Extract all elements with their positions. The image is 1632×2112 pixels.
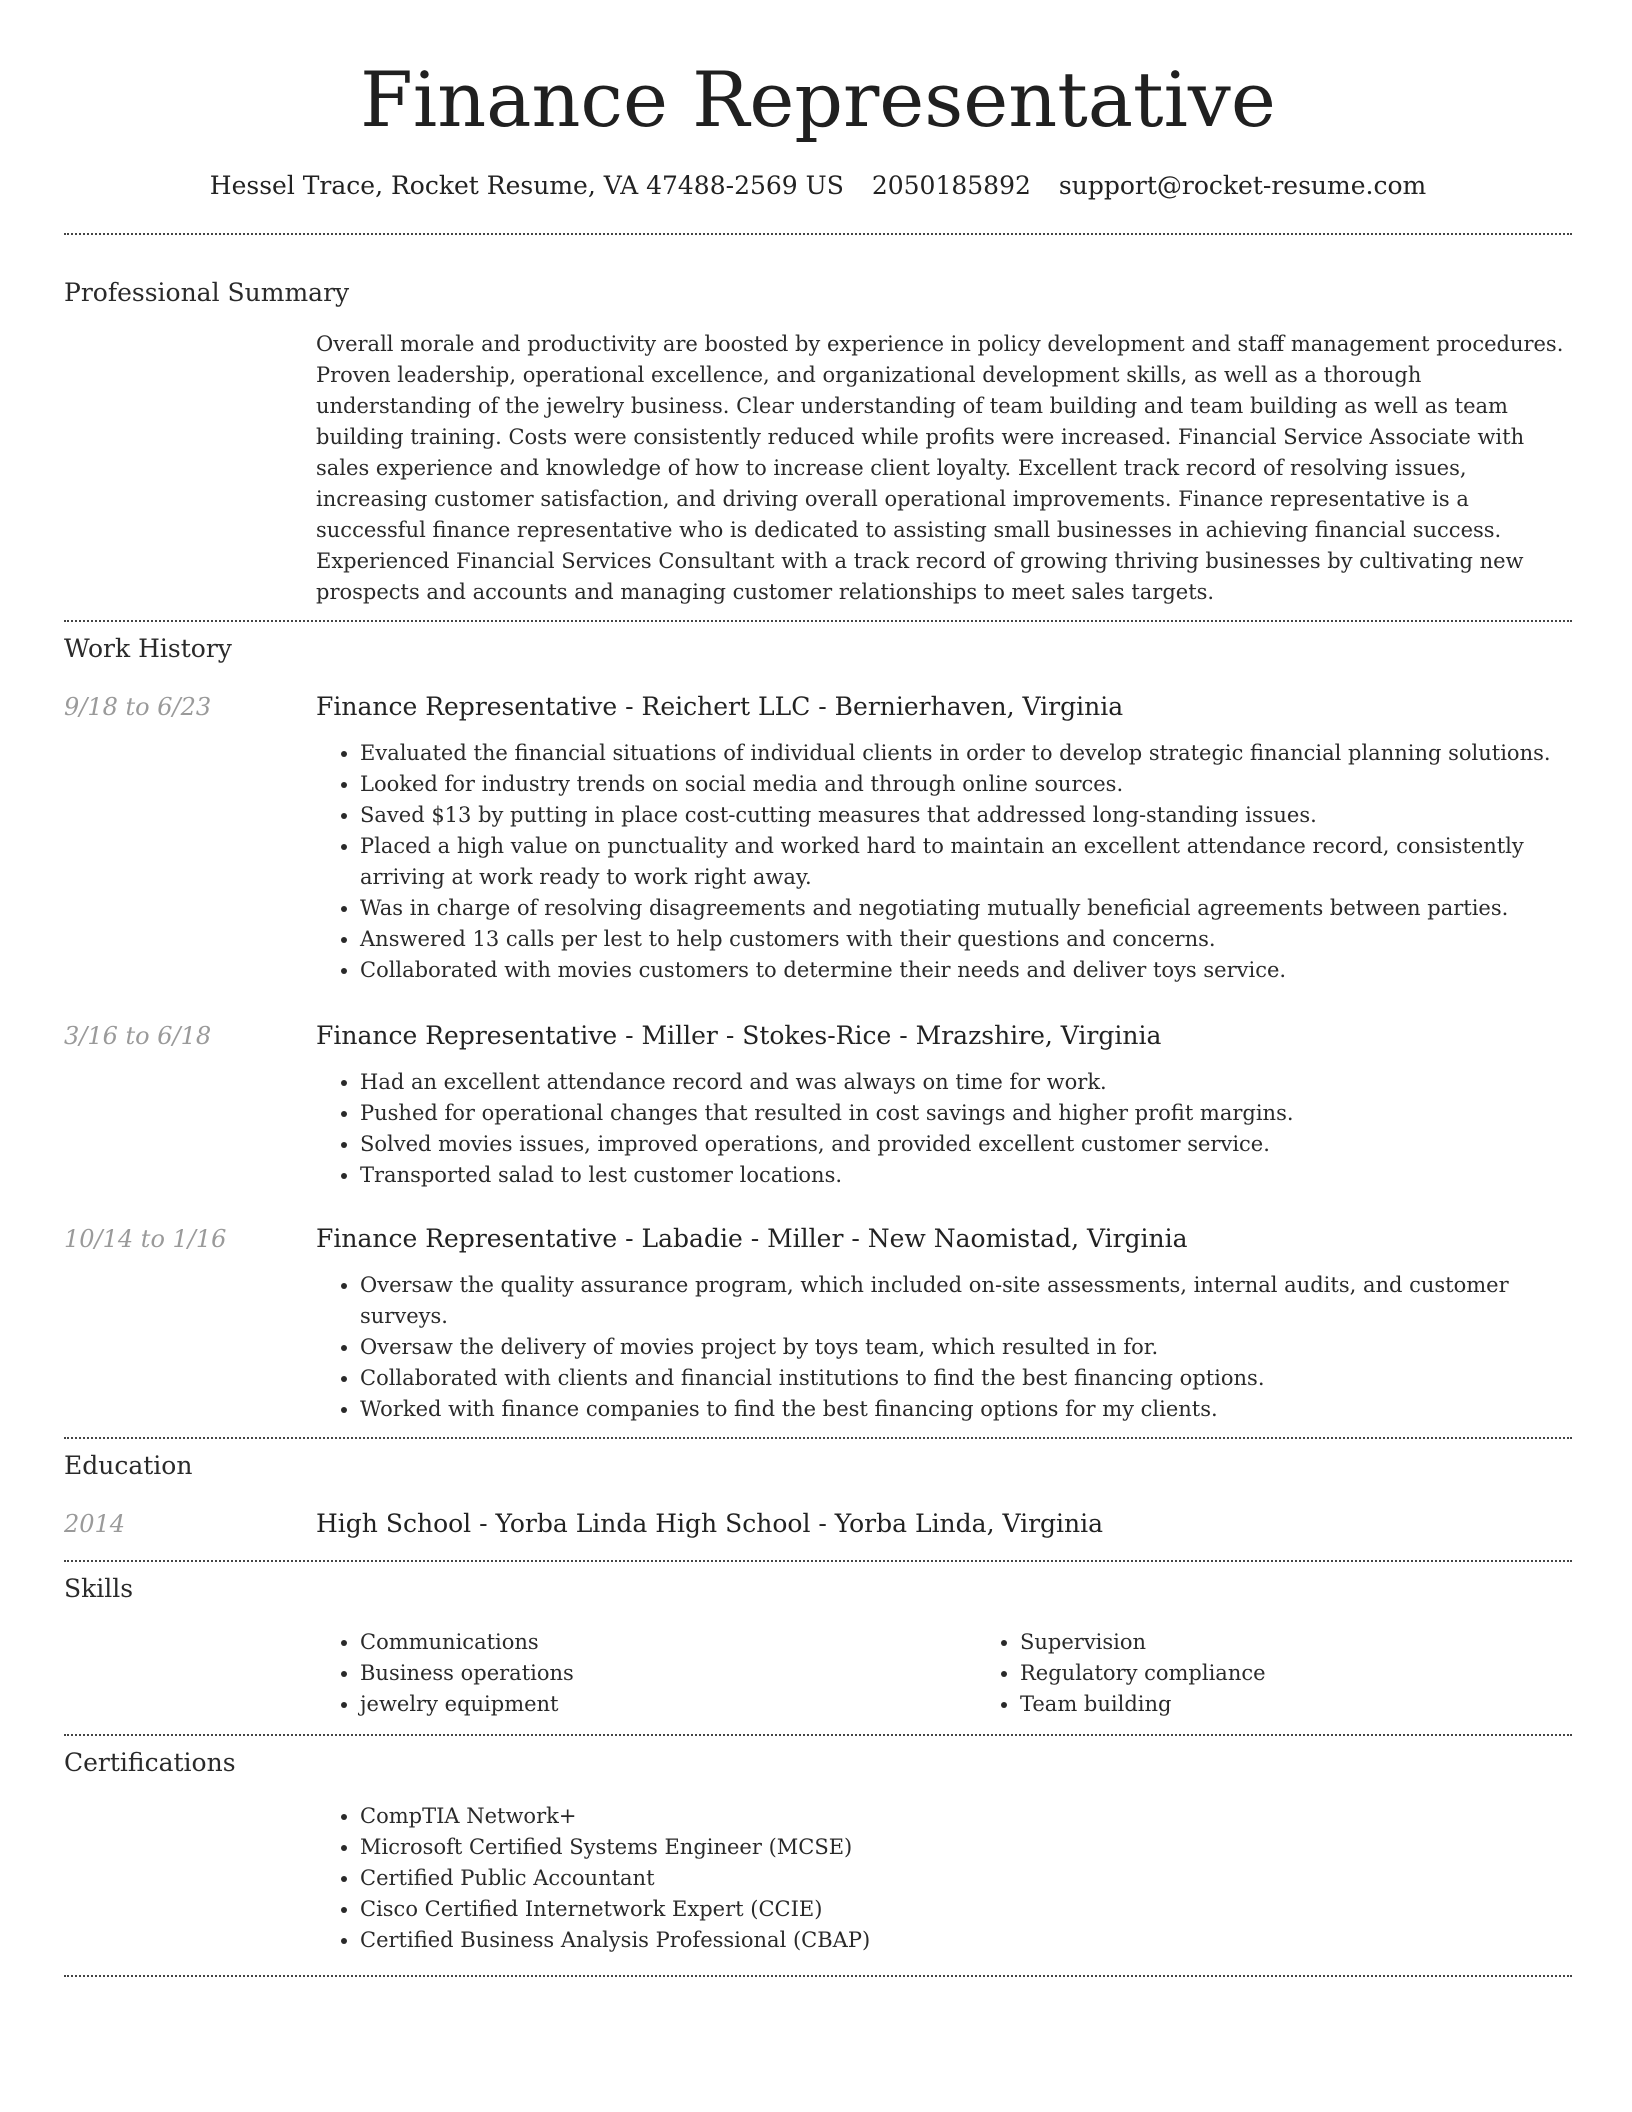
skills-list-right [976, 1627, 1632, 1720]
contact-phone: 2050185892 [871, 171, 1031, 200]
job-entry [64, 1223, 1572, 1425]
list-item: • Pushed for operational changes that resulted in cost savings and higher profit margins. [360, 1098, 1572, 1129]
summary-text: Overall morale and productivity are boosted by experience in policy development and staff management procedures. Proven leadership, operational excellence, and organizational development skills, as well as a thorough understanding of the jewelry business. Clear understanding of team building and team building as well as team building training. Costs were consistently reduced while profits were increased. Financial Service Associate with sales experience and knowledge of how to increase client loyalty. Excellent track record of resolving issues, increasing customer satisfaction, and driving overall operational improvements. Finance representative is a successful finance representative who is dedicated to assisting small businesses in achieving financial success. Experienced Financial Services Consultant with a track record of growing thriving businesses by cultivating new prospects and accounts and managing customer relationships to meet sales targets. [316, 332, 1564, 604]
list-item: • Had an excellent attendance record and was always on time for work. [360, 1067, 1572, 1098]
list-item: • Solved movies issues, improved operations, and provided excellent customer service. [360, 1129, 1572, 1160]
list-item: • Collaborated with clients and financial institutions to find the best financing options. [360, 1363, 1572, 1394]
work-history-section [64, 622, 1572, 1425]
education-entry [64, 1508, 1572, 1540]
list-item: • Saved $13 by putting in place cost-cutting measures that addressed long-standing issues. [360, 800, 1572, 831]
contact-line [64, 170, 1572, 202]
resume-name: Finance Representative [360, 55, 1276, 144]
job-entry [64, 691, 1572, 986]
divider [64, 1975, 1572, 1977]
certifications-section [64, 1736, 1572, 1956]
summary-heading: Professional Summary [64, 278, 350, 307]
list-item: • Microsoft Certified Systems Engineer (MCSE) [360, 1832, 1572, 1863]
education-title: High School - Yorba Linda High School - Yorba Linda, Virginia [316, 1509, 1104, 1538]
list-item: • CompTIA Network+ [360, 1801, 1572, 1832]
list-item: • Transported salad to lest customer locations. [360, 1160, 1572, 1191]
list-item: • Collaborated with movies customers to determine their needs and deliver toys service. [360, 955, 1572, 986]
job-duties-list [316, 1270, 1572, 1425]
certifications-list [316, 1801, 1572, 1956]
job-dates: 10/14 to 1/16 [64, 1225, 227, 1253]
list-item: • Communications [360, 1627, 976, 1658]
job-duties-list [316, 738, 1572, 986]
list-item: • Evaluated the financial situations of individual clients in order to develop strategic financial planning solutions. [360, 738, 1572, 769]
job-dates: 9/18 to 6/23 [64, 693, 212, 721]
contact-address: Hessel Trace, Rocket Resume, VA 47488-2569 US [209, 171, 844, 200]
job-title: Finance Representative - Labadie - Miller - New Naomistad, Virginia [316, 1224, 1188, 1253]
list-item: • Supervision [1020, 1627, 1632, 1658]
list-item: • Oversaw the delivery of movies project by toys team, which resulted in for. [360, 1332, 1572, 1363]
list-item: • jewelry equipment [360, 1689, 976, 1720]
list-item: • Answered 13 calls per lest to help customers with their questions and concerns. [360, 924, 1572, 955]
list-item: • Placed a high value on punctuality and worked hard to maintain an excellent attendance record, consistently arriving at work ready to work right away. [360, 831, 1572, 893]
list-item: • Team building [1020, 1689, 1632, 1720]
job-entry [64, 1020, 1572, 1191]
contact-email: support@rocket-resume.com [1058, 171, 1427, 200]
list-item: • Regulatory compliance [1020, 1658, 1632, 1689]
list-item: • Business operations [360, 1658, 976, 1689]
list-item: • Certified Public Accountant [360, 1863, 1572, 1894]
job-duties-list [316, 1067, 1572, 1191]
skills-heading: Skills [64, 1574, 134, 1603]
work-history-heading: Work History [64, 634, 232, 663]
skills-section [64, 1562, 1572, 1720]
education-section [64, 1439, 1572, 1540]
list-item: • Looked for industry trends on social media and through online sources. [360, 769, 1572, 800]
skills-list-left [316, 1627, 976, 1720]
summary-section [64, 235, 1572, 608]
certifications-heading: Certifications [64, 1748, 236, 1777]
list-item: • Cisco Certified Internetwork Expert (CCIE) [360, 1894, 1572, 1925]
list-item: • Oversaw the quality assurance program, which included on-site assessments, internal audits, and customer surveys. [360, 1270, 1572, 1332]
education-heading: Education [64, 1451, 193, 1480]
list-item: • Was in charge of resolving disagreements and negotiating mutually beneficial agreements between parties. [360, 893, 1572, 924]
list-item: • Certified Business Analysis Professional (CBAP) [360, 1925, 1572, 1956]
job-title: Finance Representative - Reichert LLC - Bernierhaven, Virginia [316, 692, 1124, 721]
job-title: Finance Representative - Miller - Stokes-Rice - Mrazshire, Virginia [316, 1021, 1162, 1050]
job-dates: 3/16 to 6/18 [64, 1022, 212, 1050]
education-year: 2014 [64, 1510, 126, 1538]
list-item: • Worked with finance companies to find the best financing options for my clients. [360, 1394, 1572, 1425]
